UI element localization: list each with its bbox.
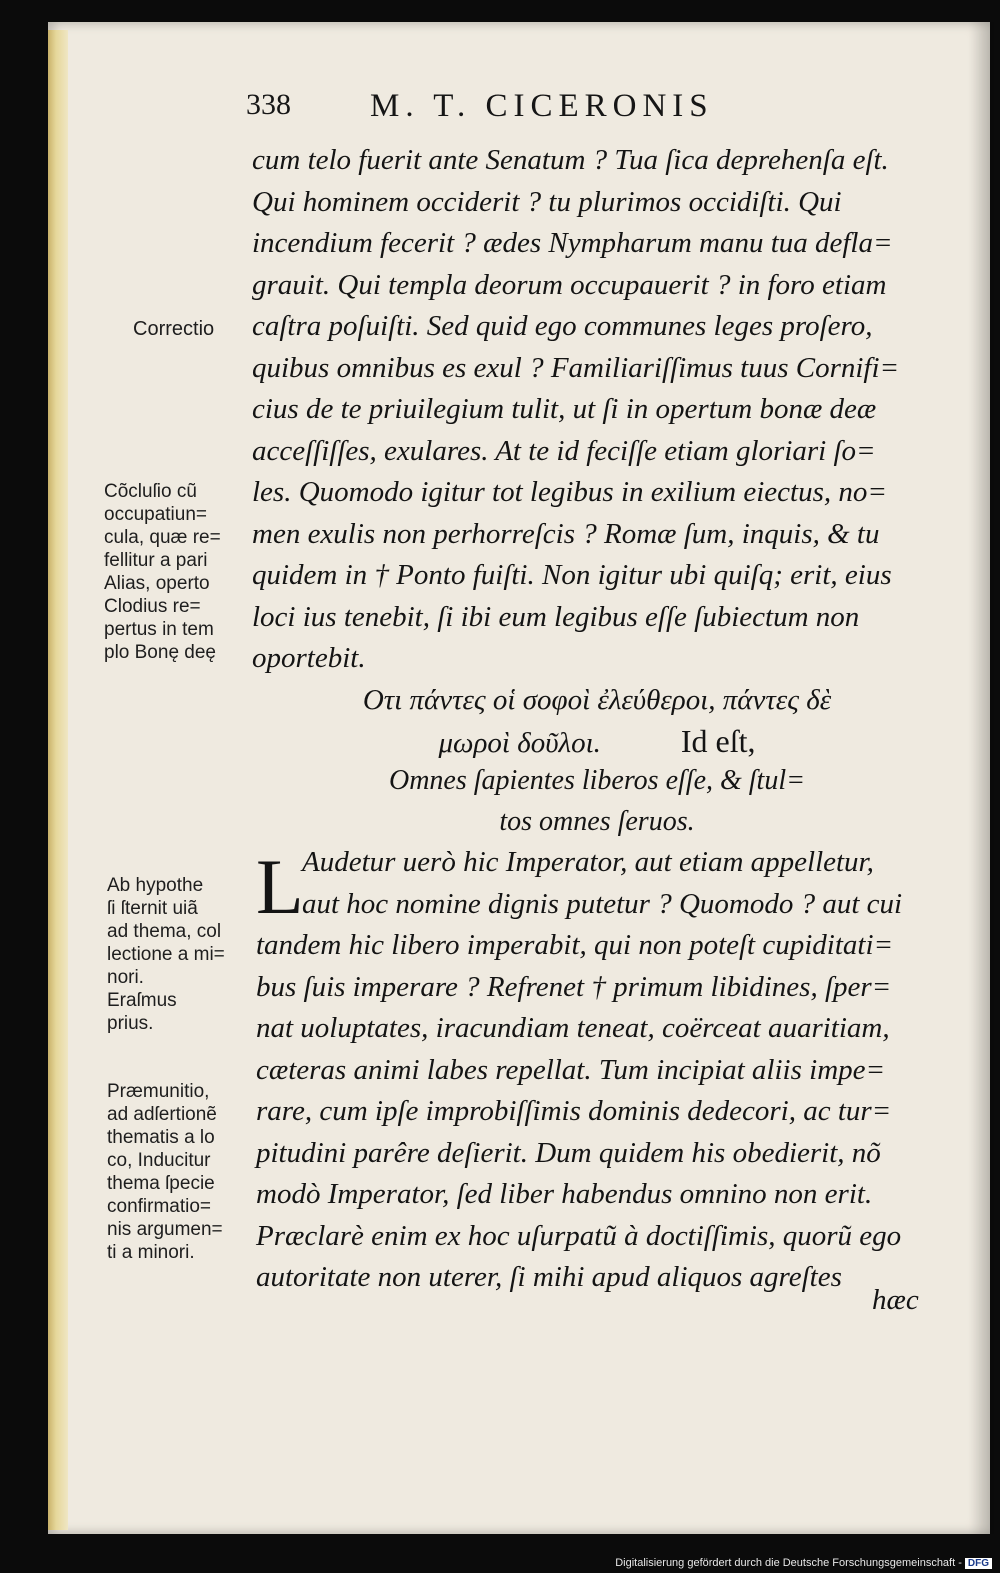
margin-line: fellitur a pari (104, 550, 208, 571)
text-line: tandem hic libero imperabit, qui non poteſt cupiditati= (256, 929, 894, 961)
margin-line: ad thema, col (107, 921, 222, 942)
text-line: autoritate non uterer, ſi mihi apud aliquos agreſtes (256, 1261, 842, 1293)
page-number: 338 (246, 88, 291, 121)
text-line: grauit. Qui templa deorum occupauerit ? in foro etiam (252, 268, 887, 301)
margin-line: pertus in tem (104, 619, 214, 640)
digitization-credit (615, 1557, 992, 1569)
catchword: hæc (872, 1284, 919, 1316)
margin-line: Correctio (133, 318, 215, 340)
main-text-block-2 (256, 842, 946, 1299)
dfg-logo: DFG (965, 1558, 992, 1569)
greek-quotation (252, 680, 942, 764)
margin-line: Cõcluſio cũ (104, 481, 197, 502)
margin-line: confirmatio= (107, 1196, 212, 1217)
text-line: cius de te priuilegium tulit, ut ſi in opertum bonæ deæ (252, 393, 877, 425)
margin-line: ad adſertionẽ (107, 1104, 217, 1125)
main-text-block-1 (252, 140, 942, 680)
margin-note-conclusio (104, 480, 244, 664)
margin-line: Clodius re= (104, 596, 201, 617)
latin-translation (252, 760, 942, 842)
margin-line: thema ſpecie (107, 1173, 215, 1194)
text-line: cæteras animi labes repellat. Tum incipiat aliis impe= (256, 1053, 886, 1086)
id-est-label: Id eſt, (680, 723, 756, 759)
margin-note-hypothesi (107, 874, 247, 1035)
text-line: oportebit. (252, 642, 366, 674)
text-line: Audetur uerò hic Imperator, aut etiam appelletur, (302, 846, 874, 878)
text-line: cum telo fuerit ante Senatum ? Tua ſica deprehenſa eſt. (252, 144, 889, 176)
text-line: incendium fecerit ? ædes Nympharum manu tua defla= (252, 227, 893, 259)
text-line: men exulis non perhorreſcis ? Romæ ſum, inquis, & tu (252, 517, 880, 550)
greek-line-2: μωροὶ δοῦλοι. (438, 727, 601, 759)
margin-line: nis argumen= (107, 1219, 223, 1240)
margin-line: occupatiun= (104, 504, 207, 525)
greek-line-2-wrap (252, 721, 942, 764)
text-line: nat uoluptates, iracundiam teneat, coërceat auaritiam, (256, 1012, 890, 1044)
page-edge-shadow (968, 22, 994, 1534)
text-line: Qui hominem occiderit ? tu plurimos occidiſti. Qui (252, 185, 842, 218)
text-line: Præclarè enim ex hoc uſurpatũ à doctiſſimis, quorũ ego (256, 1219, 902, 1252)
margin-line: co, Inducitur (107, 1150, 211, 1171)
margin-note-praemunitio (107, 1080, 247, 1264)
margin-line: lectione a mi= (107, 944, 225, 965)
margin-line: cula, quæ re= (104, 527, 221, 548)
margin-line: Alias, operto (104, 573, 210, 594)
margin-line: ti a minori. (107, 1242, 195, 1263)
margin-line: nori. (107, 967, 144, 988)
text-line: quibus omnibus es exul ? Familiariſſimus tuus Cornifi= (252, 351, 900, 384)
text-line: rare, cum ipſe improbiſſimis dominis dedecori, ac tur= (256, 1095, 892, 1127)
translation-line: Omnes ſapientes liberos eſſe, & ſtul= (388, 765, 806, 796)
text-line: acceſſiſſes, exulares. At te id feciſſe etiam gloriari ſo= (252, 434, 876, 467)
margin-line: Ab hypothe (107, 875, 204, 896)
margin-line: prius. (107, 1013, 154, 1034)
text-line: bus ſuis imperare ? Refrenet † primum libidines, ſper= (256, 970, 892, 1003)
margin-note-correctio (133, 318, 214, 341)
margin-line: plo Bonę deę (104, 642, 216, 663)
page-gutter (48, 30, 68, 1530)
margin-line: thematis a lo (107, 1127, 215, 1148)
text-line: loci ius tenebit, ſi ibi eum legibus eſſe ſubiectum non (252, 600, 860, 633)
margin-line: Eraſmus (107, 990, 177, 1011)
translation-line: tos omnes ſeruos. (499, 806, 695, 837)
drop-capital: L (256, 843, 304, 930)
text-line: aut hoc nomine dignis putetur ? Quomodo ? aut cui (302, 887, 903, 920)
credit-text: Digitalisierung gefördert durch die Deutsche Forschungsgemeinschaft - (615, 1557, 962, 1569)
running-title: M. T. CICERONIS (370, 88, 714, 124)
text-line: modò Imperator, ſed liber habendus omnino non erit. (256, 1178, 873, 1210)
greek-line-1: Οτι πάντες οἱ σοφοὶ ἐλεύθεροι, πάντες δὲ (362, 684, 832, 716)
margin-line: Præmunitio, (107, 1081, 210, 1102)
text-line: caſtra poſuiſti. Sed quid ego communes leges proſero, (252, 310, 873, 342)
text-line: les. Quomodo igitur tot legibus in exilium eiectus, no= (252, 476, 887, 508)
margin-line: ſi ſternit uiã (107, 898, 198, 919)
text-line: quidem in † Ponto fuiſti. Non igitur ubi quiſq; erit, eius (252, 559, 892, 591)
running-header (246, 88, 846, 128)
text-line: pitudini parêre deſierit. Dum quidem his obedierit, nõ (256, 1136, 881, 1169)
